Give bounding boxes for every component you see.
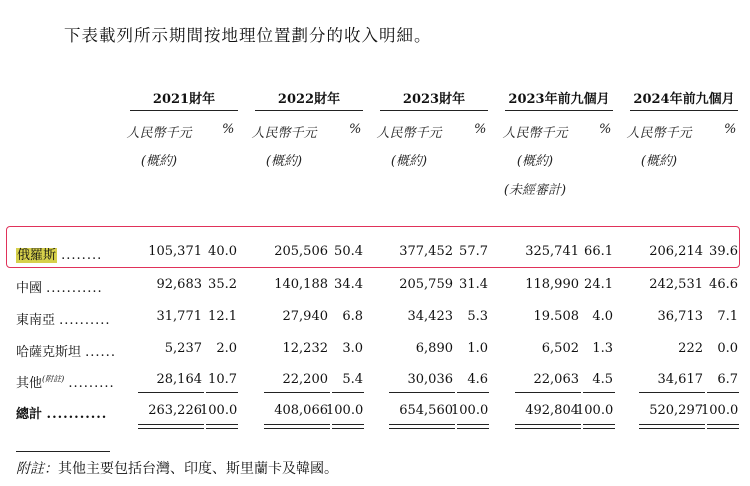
rule (332, 392, 364, 393)
total-cell: 100.0 (326, 403, 364, 418)
cell: 6,502 (541, 341, 579, 356)
rule (707, 392, 739, 393)
cell: 35.2 (208, 277, 237, 292)
cell: 5.4 (342, 372, 363, 387)
pct-label: % (724, 122, 737, 137)
row-label-southeast-asia (16, 309, 110, 328)
cell: 12.1 (208, 309, 237, 324)
cell: 66.1 (584, 244, 613, 259)
leader-dots: ........ (61, 248, 103, 263)
double-rule (138, 424, 204, 429)
row-label-china (16, 277, 103, 296)
pct-label: % (222, 122, 235, 137)
approx-label: (概約) (140, 154, 178, 169)
double-rule (515, 424, 581, 429)
total-cell: 263,226 (148, 403, 202, 418)
cell: 24.1 (584, 277, 613, 292)
label-text: 總計 (16, 407, 43, 422)
row-label-others (16, 372, 115, 391)
approx-label: (概約) (516, 154, 554, 169)
total-cell: 100.0 (576, 403, 614, 418)
leader-dots: ......... (68, 376, 115, 391)
total-cell: 100.0 (200, 403, 238, 418)
cell: 46.6 (709, 277, 738, 292)
double-rule (264, 424, 330, 429)
footnote-marker: (附註) (42, 374, 65, 384)
label-text: 中國 (16, 281, 43, 296)
cell: 118,990 (525, 277, 579, 292)
cell: 325,741 (525, 244, 579, 259)
unit-label: 人民幣千元 (502, 126, 568, 141)
cell: 5.3 (467, 309, 488, 324)
approx-label: (概約) (640, 154, 678, 169)
total-cell: 100.0 (701, 403, 739, 418)
cell: 205,759 (399, 277, 453, 292)
cell: 140,188 (274, 277, 328, 292)
cell: 6.8 (342, 309, 363, 324)
cell: 6.7 (717, 372, 738, 387)
highlight-box (6, 226, 740, 268)
cell: 12,232 (282, 341, 328, 356)
leader-dots: ........... (46, 407, 108, 422)
highlighted-text: 俄羅斯 (17, 248, 57, 263)
cell: 6,890 (415, 341, 453, 356)
cell: 36,713 (657, 309, 703, 324)
rule (138, 392, 204, 393)
row-label-russia (16, 244, 102, 263)
unit-label: 人民幣千元 (126, 126, 192, 141)
col-header-2021: 2021財年 (130, 88, 238, 111)
col-header-2022: 2022財年 (255, 88, 363, 111)
rule (639, 392, 705, 393)
rule (515, 392, 581, 393)
unit-label: 人民幣千元 (251, 126, 317, 141)
unit-label: 人民幣千元 (376, 126, 442, 141)
cell: 19.508 (533, 309, 579, 324)
col-header-9m-2023: 2023年前九個月 (505, 88, 613, 111)
cell: 1.0 (467, 341, 488, 356)
cell: 242,531 (649, 277, 703, 292)
intro-text: 下表載列所示期間按地理位置劃分的收入明細。 (64, 26, 432, 45)
footnote-text: 其他主要包括台灣、印度、斯里蘭卡及韓國。 (58, 461, 338, 477)
pct-label: % (599, 122, 612, 137)
cell: 4.0 (592, 309, 613, 324)
pct-label: % (349, 122, 362, 137)
cell: 39.6 (709, 244, 738, 259)
cell: 10.7 (208, 372, 237, 387)
cell: 4.5 (592, 372, 613, 387)
rule (264, 392, 330, 393)
label-text: 東南亞 (16, 313, 56, 328)
cell: 3.0 (342, 341, 363, 356)
label-text: 哈薩克斯坦 (16, 345, 82, 360)
total-cell: 100.0 (451, 403, 489, 418)
rule (457, 392, 489, 393)
cell: 31,771 (156, 309, 202, 324)
cell: 30,036 (407, 372, 453, 387)
cell: 4.6 (467, 372, 488, 387)
col-header-2023: 2023財年 (380, 88, 488, 111)
double-rule (457, 424, 489, 429)
total-cell: 520,297 (649, 403, 703, 418)
cell: 27,940 (282, 309, 328, 324)
footnote (16, 458, 338, 478)
cell: 22,200 (282, 372, 328, 387)
footnote-rule (16, 451, 110, 452)
cell: 205,506 (274, 244, 328, 259)
cell: 92,683 (156, 277, 202, 292)
cell: 34,617 (657, 372, 703, 387)
cell: 34.4 (334, 277, 363, 292)
rule (206, 392, 238, 393)
rule (389, 392, 455, 393)
cell: 40.0 (208, 244, 237, 259)
cell: 2.0 (216, 341, 237, 356)
cell: 5,237 (164, 341, 202, 356)
leader-dots: ........... (46, 281, 103, 296)
cell: 7.1 (717, 309, 738, 324)
cell: 34,423 (407, 309, 453, 324)
unaudited-label: (未經審計) (503, 183, 567, 198)
total-cell: 408,066 (274, 403, 328, 418)
footnote-prefix: 附註： (16, 461, 58, 477)
cell: 50.4 (334, 244, 363, 259)
approx-label: (概約) (390, 154, 428, 169)
approx-label: (概約) (265, 154, 303, 169)
cell: 105,371 (148, 244, 202, 259)
leader-dots: .......... (59, 313, 111, 328)
double-rule (707, 424, 739, 429)
row-label-kazakhstan (16, 341, 116, 360)
cell: 222 (678, 341, 703, 356)
double-rule (332, 424, 364, 429)
leader-dots: ...... (85, 345, 116, 360)
label-text: 其他 (16, 376, 43, 391)
cell: 377,452 (399, 244, 453, 259)
rule (583, 392, 615, 393)
double-rule (206, 424, 238, 429)
double-rule (389, 424, 455, 429)
pct-label: % (474, 122, 487, 137)
cell: 22,063 (533, 372, 579, 387)
cell: 57.7 (459, 244, 488, 259)
cell: 28,164 (156, 372, 202, 387)
double-rule (583, 424, 615, 429)
total-cell: 654,560 (399, 403, 453, 418)
row-label-total (16, 403, 107, 422)
double-rule (639, 424, 705, 429)
cell: 1.3 (592, 341, 613, 356)
cell: 206,214 (649, 244, 703, 259)
unit-label: 人民幣千元 (626, 126, 692, 141)
total-cell: 492,804 (525, 403, 579, 418)
cell: 0.0 (717, 341, 738, 356)
cell: 31.4 (459, 277, 488, 292)
col-header-9m-2024: 2024年前九個月 (630, 88, 738, 111)
